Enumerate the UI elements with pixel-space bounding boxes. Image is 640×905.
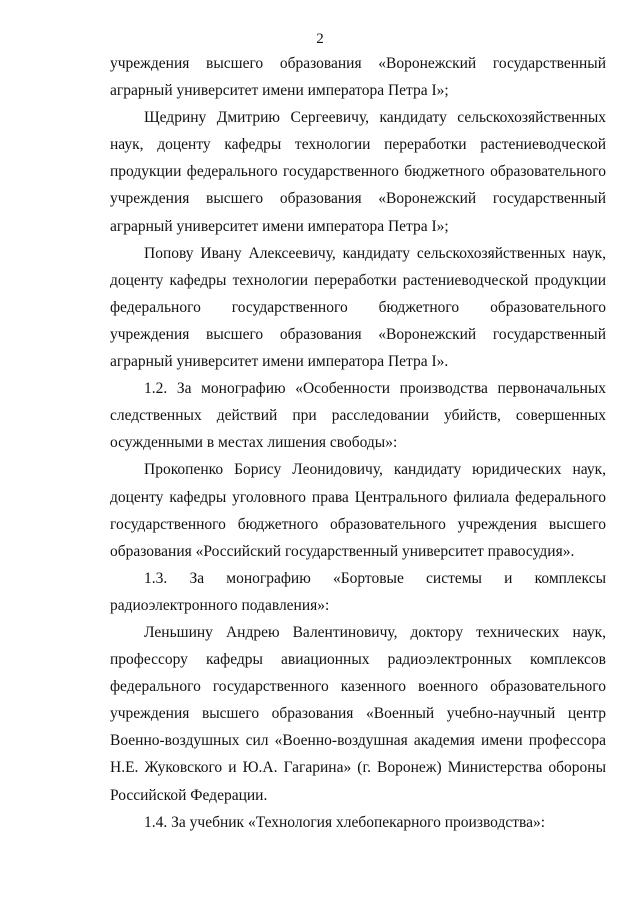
paragraph-continuation-voronezh-university: учреждения высшего образования «Воронежский государственный аграрный университет имени императора Петра I»; [110, 55, 606, 100]
paragraph-item-1-3: 1.3. За монографию «Бортовые системы и комплексы радиоэлектронного подавления»: [110, 569, 606, 614]
page-number: 2 [316, 31, 324, 47]
paragraph-shchedrin: Щедрину Дмитрию Сергеевичу, кандидату сельскохозяйственных наук, доценту кафедры технологии переработки растениеводческой продукции федерального государственного бюджетного образовательного учреждения высшего образования «Воронежский государственный аграрный университет имени императора Петра I»; [110, 109, 606, 235]
paragraph-lenshin: Леньшину Андрею Валентиновичу, доктору технических наук, профессору кафедры авиационных радиоэлектронных комплексов федерального государственного казенного военного образовательного учреждения высшего образования «Военный учебно-научный центр Военно-воздушных сил «Военно-воздушная академия имени профессора Н.Е. Жуковского и Ю.А. Гагарина» (г. Воронеж) Министерства обороны Российской Федерации. [110, 623, 606, 804]
paragraph-item-1-4: 1.4. За учебник «Технология хлебопекарного производства»: [144, 813, 546, 831]
paragraph-item-1-2: 1.2. За монографию «Особенности производства первоначальных следственных действий при расследовании убийств, совершенных осужденными в местах лишения свободы»: [110, 380, 606, 452]
document-body [110, 50, 606, 836]
paragraph-popov: Попову Ивану Алексеевичу, кандидату сельскохозяйственных наук, доценту кафедры технологии переработки растениеводческой продукции федерального государственного бюджетного образовательного учреждения высшего образования «Воронежский государственный аграрный университет имени императора Петра I». [110, 244, 606, 371]
paragraph-prokopenko: Прокопенко Борису Леонидовичу, кандидату юридических наук, доценту кафедры уголовного права Центрального филиала федерального государственного бюджетного образовательного учреждения высшего образования «Российский государственный университет правосудия». [110, 461, 606, 560]
